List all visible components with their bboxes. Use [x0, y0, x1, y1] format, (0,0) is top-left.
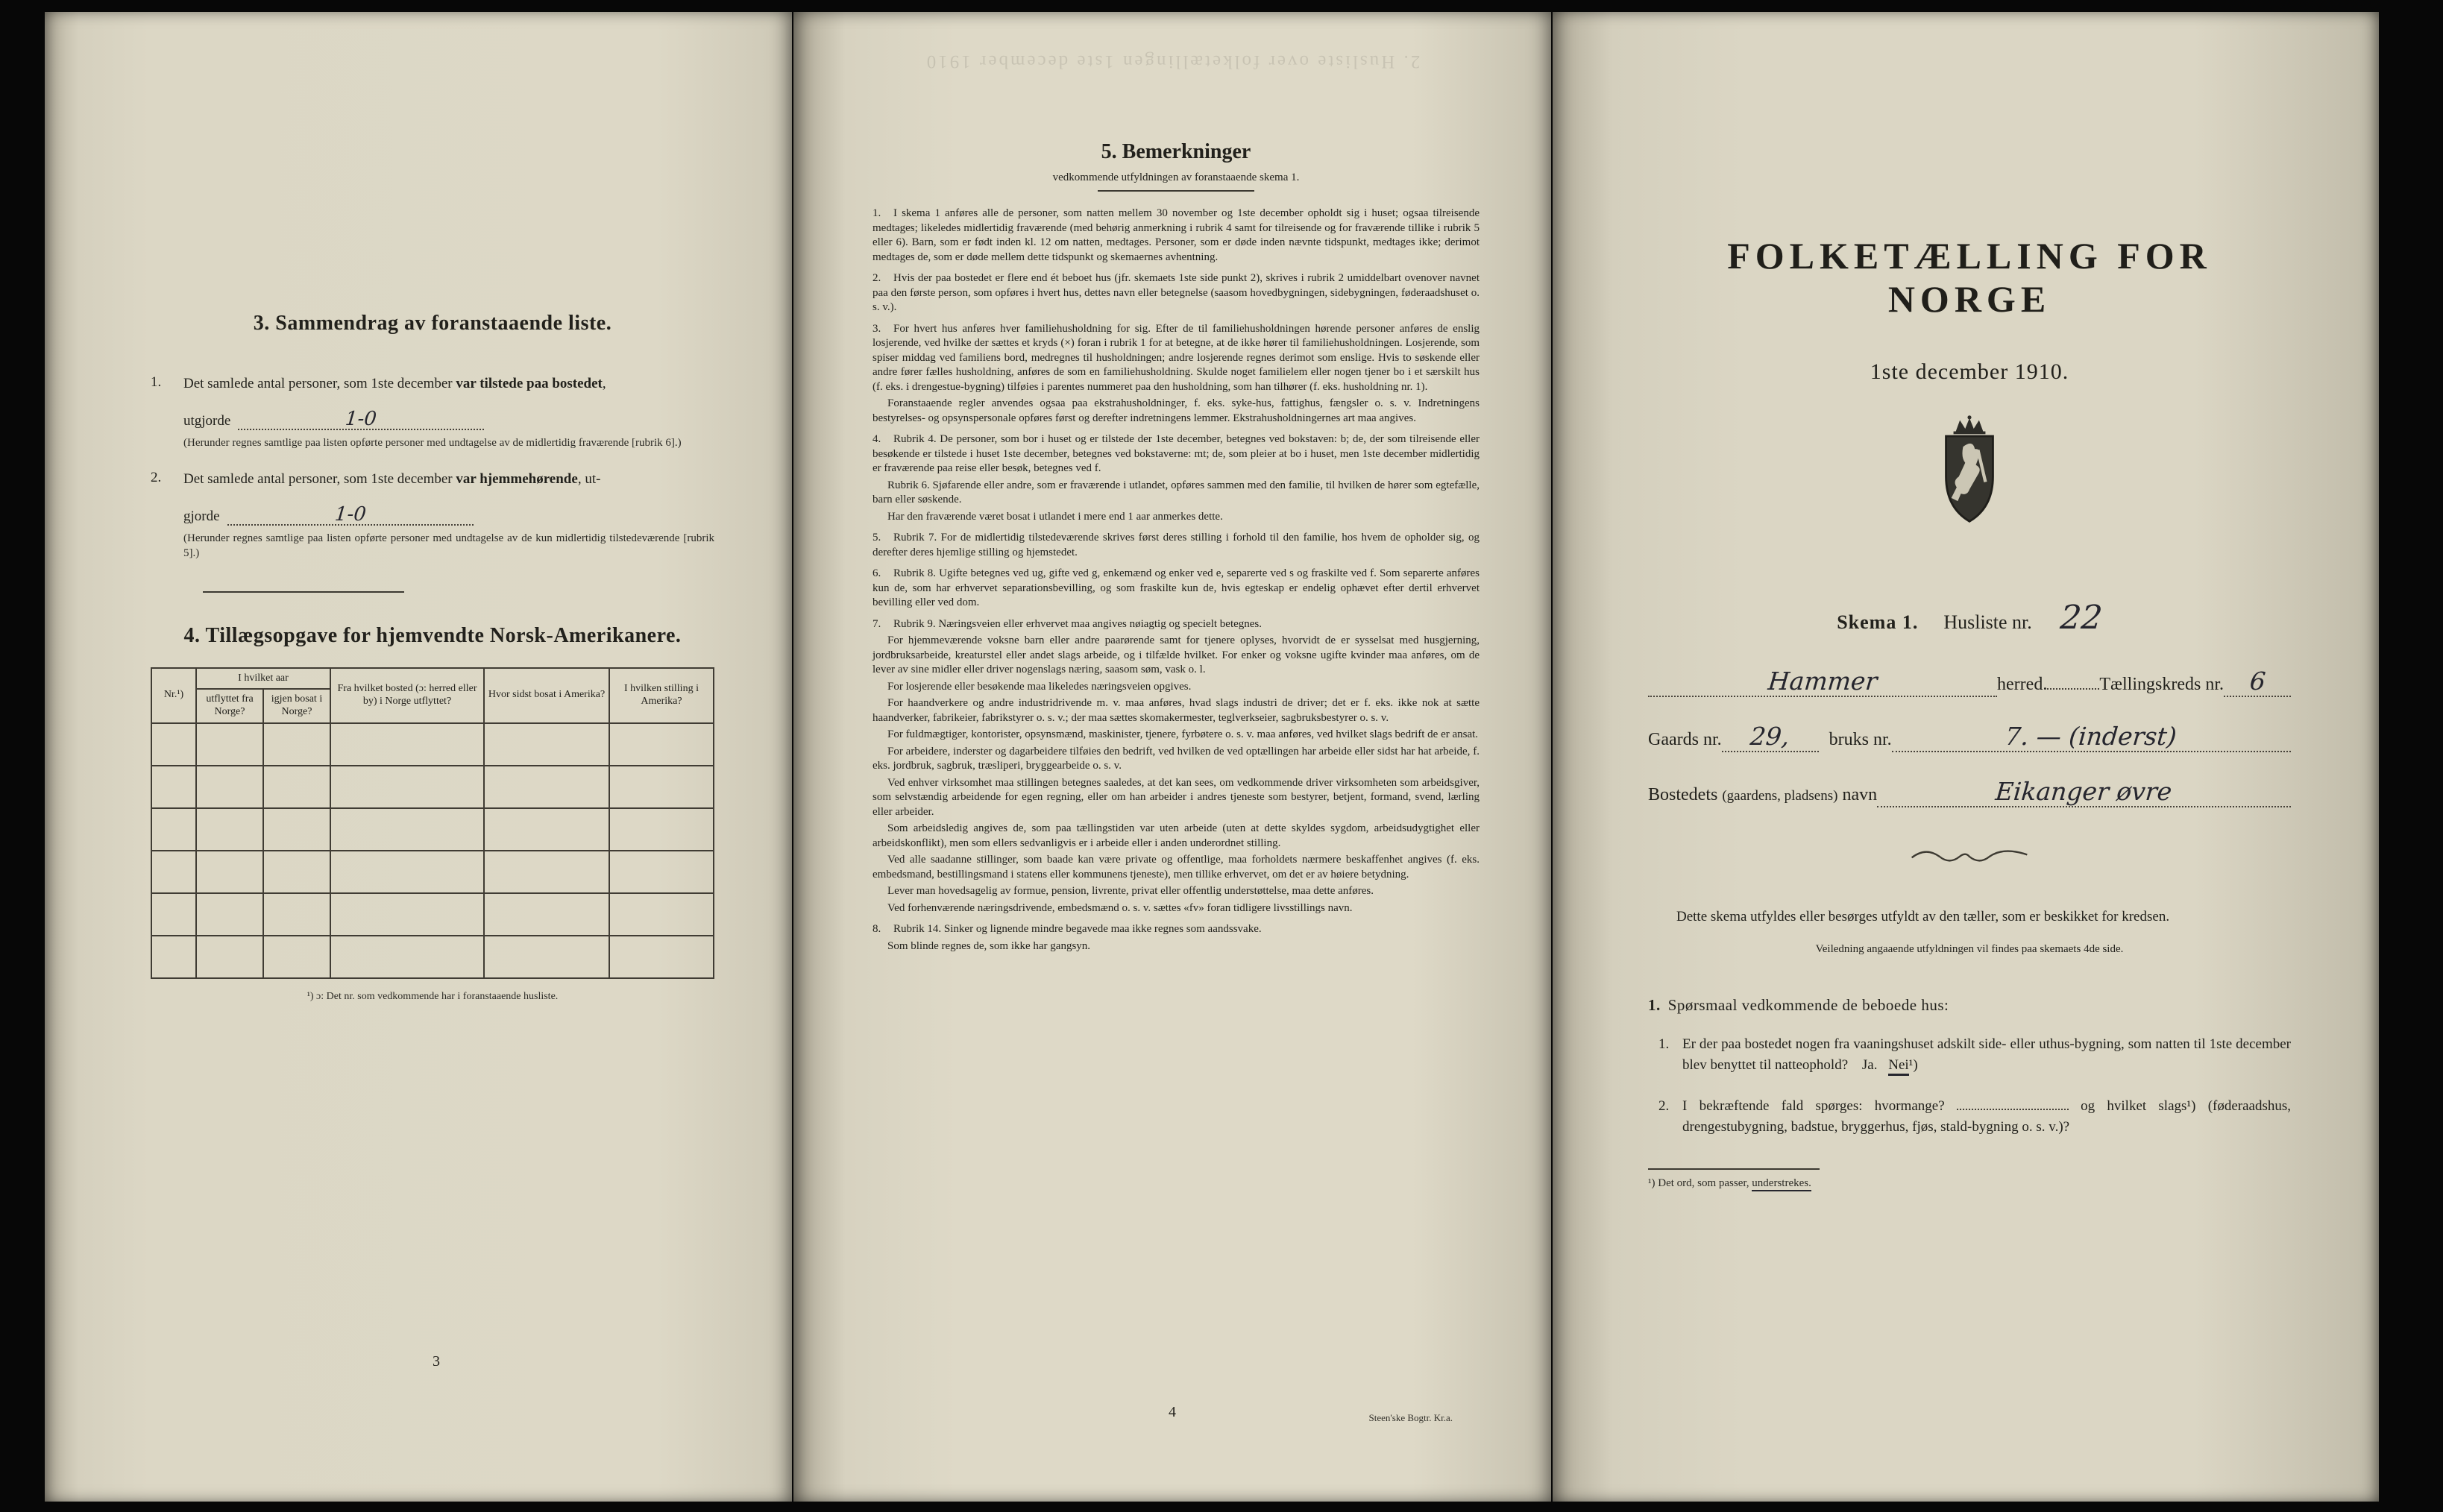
remark-paragraph [872, 922, 1480, 937]
table-row [151, 808, 714, 851]
ornament-divider [1648, 849, 2291, 868]
heading-text: Spørsmaal vedkommende de beboede hus: [1667, 995, 1949, 1014]
remark-paragraph: Som blinde regnes de, som ikke har gangsyn. [887, 939, 1091, 952]
question-section-heading [1648, 996, 2291, 1015]
table-cell [609, 851, 714, 893]
form-title: FOLKETÆLLING FOR NORGE [1727, 235, 2212, 320]
heading-number: 1. [1648, 995, 1661, 1014]
remark-item-8 [872, 922, 1480, 954]
section5-subtitle: vedkommende utfyldningen av foranstaaende skema 1. [1052, 171, 1300, 183]
remark-text: For hvert hus anføres hver familiehusholdning for sig. Efter de til familiehusholdningen hørende personer anføres de enslig losjerende, ved hvilke der sættes et kryds (×) foran i rubrik 1 for at betegne, at de ikke hører til familiehusholdningen. Losjerende, som spiser middag ved familiens bord, medregnes til husholdningen; andre losjerende regnes derimot som enslige. Hvis to søskende eller andre fører fælles husholdning, anføres de som en familiehusholdning. Skulde noget familielem eller nogen tjener bo i et særskilt hus (f. eks. i drengestue-bygning) tilføies i parentes nummeret paa den husholdning, som han tilhører (f. eks. husholdning nr. 1). [872, 322, 1480, 393]
dotted-answer-line [238, 408, 484, 430]
norsk-amerikanere-table [151, 667, 714, 979]
remark-number: 2. [872, 272, 881, 284]
summary-item-text [183, 374, 714, 394]
bosted-name-handwritten: Eikanger øvre [1994, 777, 2174, 807]
page-number: 3 [433, 1353, 440, 1370]
remark-paragraph [872, 432, 1480, 476]
table-cell [263, 893, 330, 936]
section3-title: 3. Sammendrag av foranstaaende liste. [253, 312, 612, 335]
kreds-label: Tællingskreds nr. [2099, 675, 2224, 695]
remark-paragraph: Har den fraværende været bosat i utlandet i mere end 1 aar anmerkes dette. [887, 510, 1223, 523]
column-header-utflyttet: utflyttet fra Norge? [196, 689, 263, 723]
bruk-dotted-line [1892, 722, 2291, 752]
herred-name-handwritten: Hammer [1767, 667, 1878, 696]
coat-of-arms [1648, 415, 2291, 536]
guide-note: Veiledning angaaende utfyldningen vil findes paa skemaets 4de side. [1815, 942, 2124, 955]
remark-number: 3. [872, 322, 881, 335]
section4-title: 4. Tillægsopgave for hjemvendte Norsk-Amerikanere. [183, 623, 682, 647]
table-row [151, 766, 714, 808]
remark-number: 5. [872, 532, 881, 544]
text-run: , ut- [577, 471, 601, 488]
text-run: Det samlede antal personer, som 1ste december [183, 376, 456, 391]
question-text: Er der paa bostedet nogen fra vaaningshuset adskilt side- eller uthus-bygning, som natten til 1ste december blev benyttet til natteophold? [1682, 1036, 2291, 1074]
remark-item-4 [872, 432, 1480, 524]
remark-paragraph: Rubrik 6. Sjøfarende eller andre, som er fraværende i utlandet, opføres sammen med den familie, til hvilken de hører som egtefælle, barn eller søskende. [872, 479, 1480, 505]
left-page [45, 12, 792, 1502]
herred-line [1648, 667, 2291, 697]
table-cell [196, 936, 263, 978]
summary-item-2 [151, 470, 714, 561]
question-2 [1648, 1096, 2291, 1138]
left-page-content [45, 12, 792, 1003]
gaard-dotted-line [1722, 722, 1819, 752]
bruk-label: bruks nr. [1829, 730, 1892, 750]
bruk-number-handwritten: 7. — (inderst) [2004, 722, 2178, 752]
text-run-bold: var tilstede paa bostedet [456, 376, 603, 391]
answer-ja: Ja. [1861, 1057, 1878, 1074]
table-body [151, 723, 714, 978]
norwegian-crest-icon [1932, 415, 2007, 532]
remark-text: Rubrik 4. De personer, som bor i huset og er tilstede der 1ste december, betegnes ved bokstaven: b; de, der som tilreisende eller besøkende er tilstede i huset 1ste december, betegnes ved bokstaverne: mt; de, som pleier at bo i huset, men 1ste december midlertidig er fraværende paa reise eller besøk, betegnes ved f. [872, 433, 1480, 474]
bosted-label [1648, 785, 1877, 805]
remark-paragraph [872, 207, 1480, 265]
remark-number: 6. [872, 567, 881, 579]
table-cell [151, 936, 196, 978]
column-group-year: I hvilket aar [196, 668, 330, 690]
question-number: 1. [1658, 1036, 1670, 1052]
table-cell [609, 936, 714, 978]
remark-item-6 [872, 567, 1480, 611]
table-header [151, 668, 714, 723]
footnote-text: ¹) Det ord, som passer, [1648, 1176, 1752, 1189]
column-header-igjen: igjen bosat i Norge? [263, 689, 330, 723]
remark-number: 4. [872, 433, 881, 445]
remark-paragraph: For fuldmægtiger, kontorister, opsynsmænd, maskinister, tjenere, fyrbøtere o. s. v. maa anføres, ved hvilket slags bedrift de er ansat. [887, 728, 1479, 740]
text-run: , [602, 376, 606, 391]
schema-label: Skema 1. [1837, 611, 1919, 633]
page-footnote [1648, 1177, 2291, 1190]
teller-instruction: Dette skema utfyldes eller besørges utfyldt av den tæller, som er beskikket for kredsen. [1676, 909, 2170, 925]
table-cell [330, 936, 484, 978]
remark-number: 8. [872, 923, 881, 935]
remark-item-2 [872, 271, 1480, 315]
squiggle-icon [1910, 849, 2029, 864]
table-cell [151, 723, 196, 766]
table-cell [484, 851, 609, 893]
question-1 [1648, 1034, 2291, 1077]
table-cell [263, 808, 330, 851]
column-header-amerika: Hvor sidst bosat i Amerika? [484, 668, 609, 723]
kreds-number-handwritten: 6 [2248, 667, 2267, 696]
table-cell [196, 851, 263, 893]
census-date: 1ste december 1910. [1870, 359, 2069, 384]
middle-page [793, 12, 1551, 1502]
table-cell [263, 851, 330, 893]
table-cell [263, 766, 330, 808]
column-header-stilling: I hvilken stilling i Amerika? [609, 668, 714, 723]
spacer-dots [2047, 670, 2099, 690]
remark-text: Hvis der paa bostedet er flere end ét beboet hus (jfr. skemaets 1ste side punkt 2), skrives i rubrik 2 umiddelbart ovenover navnet paa den første person, som opføres i hvert hus, dettes navn eller betegnelse (saasom hovedbygningen, sidebygningen, føderaadshuset o. s. v.). [872, 272, 1480, 313]
right-page-content [1553, 12, 2379, 1190]
remark-number: 1. [872, 207, 881, 219]
remark-item-1 [872, 207, 1480, 265]
header-rule [1098, 190, 1254, 192]
summary-value-line [183, 503, 714, 526]
gaard-number-handwritten: 29, [1749, 722, 1791, 752]
table-cell [151, 851, 196, 893]
table-cell [151, 893, 196, 936]
dotted-answer-line [227, 503, 474, 526]
column-header-bosted: Fra hvilket bosted (ɔ: herred eller by) i Norge utflyttet? [330, 668, 484, 723]
remark-item-3 [872, 322, 1480, 426]
remark-text: I skema 1 anføres alle de personer, som natten mellem 30 november og 1ste december opholdt sig i huset; ogsaa tilreisende medtages; likeledes midlertidig fraværende (med behørig anmerkning i rubrik 4 samt for tilreisende og for fraværende tillike i rubrik 5 eller 6). Barn, som er født inden kl. 12 om natten, medtages. Personer, som er døde inden nævnte tidspunkt, medtages ikke; derimot medtages de, som er døde mellem dette tidspunkt og skemaernes avhentning. [872, 207, 1480, 263]
remark-item-7 [872, 617, 1480, 916]
remark-paragraph: Ved alle saadanne stillinger, som baade kan være private og offentlige, maa forholdets nærmere beskaffenhet angives (f. eks. embedsmand, bestillingsmand i statens eller kommunens tjeneste), men tillike erhvervet, om det er av høiere betydning. [872, 854, 1480, 881]
remark-text: Rubrik 8. Ugifte betegnes ved ug, gifte ved g, enkemænd og enker ved e, separerte ved s og fraskilte ved f. Som separerte anføres kun de, som har erhvervet separationsbevilling, og som fraskilte kun de, hvis egteskap er endelig ophævet efter dertil erhvervet bevilling eller ved dom. [872, 567, 1480, 608]
remark-paragraph: For haandverkere og andre industridrivende m. v. maa anføres, hvad slags industri de driver; det er f. eks. ikke nok at sætte haandverker, fabrikeier, fabrikstyrer o. s. v.; der maa sættes skomakermester, teglverkseier, sagbruksbestyrer o. s. v. [872, 697, 1480, 724]
table-cell [330, 851, 484, 893]
answer-nei-underlined: Nei [1888, 1057, 1908, 1076]
table-cell [484, 936, 609, 978]
husliste-number-handwritten: 22 [2058, 599, 2104, 637]
remark-paragraph: For losjerende eller besøkende maa likeledes næringsveien opgives. [887, 680, 1192, 693]
gaard-label: Gaards nr. [1648, 730, 1722, 750]
table-cell [330, 723, 484, 766]
table-cell [484, 893, 609, 936]
herred-dotted-line [1648, 667, 1997, 697]
text-run: navn [1842, 785, 1878, 805]
remark-paragraph [872, 567, 1480, 611]
footnote-rule [1648, 1168, 1820, 1170]
summary-value-line [183, 408, 714, 430]
remark-text: Rubrik 9. Næringsveien eller erhvervet maa angives nøiagtig og specielt betegnes. [893, 617, 1263, 630]
item-number: 2. [151, 470, 162, 486]
summary-item-text [183, 470, 714, 489]
text-run-bold: var hjemmehørende [456, 471, 578, 488]
summary-item-1 [151, 374, 714, 450]
question-text: og hvilket slags¹) [2081, 1097, 2196, 1114]
table-footnote: ¹) ɔ: Det nr. som vedkommende har i foranstaaende husliste. [306, 991, 559, 1003]
kreds-dotted-line [2224, 667, 2291, 697]
remark-paragraph: Ved forhenværende næringsdrivende, embedsmænd o. s. v. sættes «fv» foran tidligere livsstillings navn. [887, 901, 1353, 914]
value-lead: utgjorde [183, 412, 231, 429]
section5-title: 5. Bemerkninger [1101, 140, 1251, 163]
remark-text: Rubrik 7. For de midlertidig tilstedeværende skrives først deres stilling i forhold til den familie, hos hvem de opholder sig, og derefter deres hjemlige stilling og hjemstedet. [872, 532, 1480, 558]
remark-number: 7. [872, 617, 881, 630]
printer-mark: Steen'ske Bogtr. Kr.a. [1368, 1412, 1453, 1423]
table-cell [151, 808, 196, 851]
column-header-nr: Nr.¹) [151, 668, 196, 723]
table-cell [330, 893, 484, 936]
summary-item-note: (Herunder regnes samtlige paa listen opførte personer med undtagelse av de midlertidig fraværende [rubrik 6].) [183, 436, 682, 449]
remark-text: Rubrik 14. Sinker og lignende mindre begavede maa ikke regnes som aandssvake. [893, 923, 1262, 935]
question-text: I bekræftende fald spørges: hvormange? [1682, 1097, 1945, 1114]
table-row [151, 723, 714, 766]
gaard-line [1648, 722, 2291, 752]
question-number: 2. [1658, 1097, 1670, 1114]
table-cell [484, 766, 609, 808]
right-page [1553, 12, 2379, 1502]
table-cell [609, 766, 714, 808]
table-cell [196, 893, 263, 936]
handwritten-count: 1-0 [333, 503, 367, 526]
remark-paragraph: Lever man hovedsagelig av formue, pension, livrente, privat eller offentlig understøttelse, maa dette anføres. [887, 885, 1374, 897]
table-cell [196, 808, 263, 851]
table-row [151, 851, 714, 893]
page-number: 4 [1169, 1404, 1176, 1420]
bleed-through-text: 2. Husliste over folketællingen 1ste december 1910 [924, 51, 1421, 72]
table-cell [151, 766, 196, 808]
herred-label: herred. [1997, 675, 2048, 695]
text-run-small: (gaardens, pladsens) [1722, 788, 1838, 804]
table-cell [263, 936, 330, 978]
schema-line [1648, 599, 2291, 637]
remark-paragraph [872, 322, 1480, 395]
section-divider-line [203, 591, 404, 593]
remark-paragraph: Ved enhver virksomhet maa stillingen betegnes saaledes, at det kan sees, om vedkommende driver virksomheten som arbeidsgiver, som selvstændig arbeidende for egen regning, eller om han arbeider i andres tjeneste som bestyrer, betjent, formand, svend, lærling eller arbeider. [872, 776, 1480, 818]
table-cell [484, 808, 609, 851]
value-lead: gjorde [183, 508, 220, 525]
remark-paragraph: Som arbeidsledig angives de, som paa tællingstiden var uten arbeide (uten at dette skyldes sygdom, arbeidsudygtighet eller arbeidskonflikt), men som ellers sedvanligvis er i arbeide eller i anden underordnet stilling. [872, 822, 1480, 849]
husliste-label: Husliste nr. [1943, 611, 2032, 633]
remark-paragraph [872, 531, 1480, 560]
answer-dots [1957, 1109, 2069, 1110]
summary-item-note: (Herunder regnes samtlige paa listen opførte personer med undtagelse av de kun midlertidig tilstedeværende [rubrik 5].) [183, 532, 714, 559]
table-cell [609, 723, 714, 766]
text-run: Det samlede antal personer, som 1ste december [183, 471, 456, 488]
remark-item-5 [872, 531, 1480, 560]
table-cell [263, 723, 330, 766]
table-cell [330, 808, 484, 851]
table-cell [484, 723, 609, 766]
footnote-mark: ¹) [1908, 1057, 1918, 1074]
table-row [151, 936, 714, 978]
remark-paragraph [872, 617, 1480, 632]
table-cell [196, 723, 263, 766]
remark-paragraph: For arbeidere, inderster og dagarbeidere tilføies den bedrift, ved hvilken de ved optællingen har arbeide eller sidst har hat arbeide, f. eks. jordbruk, sagbruk, træsliperi, bryggearbeide o. s. v. [872, 745, 1480, 772]
remark-paragraph: Foranstaaende regler anvendes ogsaa paa ekstrahusholdninger, f. eks. syke-hus, fattighus, fængsler o. s. v. Indretningens bestyrelses- og opsynspersonale opføres først og derefter indretningens lemmer. Ekstrahusholdningernes art maa angives. [872, 397, 1480, 424]
question-text-paren: (føderaadshus, drengestubygning, badstue, bryggerhus, fjøs, stald-bygning o. s. v.)? [1682, 1097, 2292, 1135]
table-cell [330, 766, 484, 808]
handwritten-count: 1-0 [345, 407, 378, 430]
text-run: Bostedets [1648, 785, 1718, 805]
remark-paragraph [872, 271, 1480, 315]
bosted-line [1648, 777, 2291, 807]
middle-page-content [793, 12, 1551, 954]
footnote-underlined-word: understrekes. [1752, 1177, 1811, 1191]
table-cell [196, 766, 263, 808]
table-cell [609, 893, 714, 936]
item-number: 1. [151, 374, 162, 390]
table-row [151, 893, 714, 936]
bosted-dotted-line [1877, 777, 2291, 807]
table-cell [609, 808, 714, 851]
remark-paragraph: For hjemmeværende voksne barn eller andre paarørende samt for tjenere oplyses, hvorvidt de er sysselsat med husgjerning, jordbruksarbeide, kreaturstel eller andet slags arbeide, og i tilfælde hvilket. For enker og voksne ugifte kvinder maa anføres, om de lever av sine midler eller driver nogenslags næring, saasom søm, vask o. l. [872, 634, 1480, 675]
